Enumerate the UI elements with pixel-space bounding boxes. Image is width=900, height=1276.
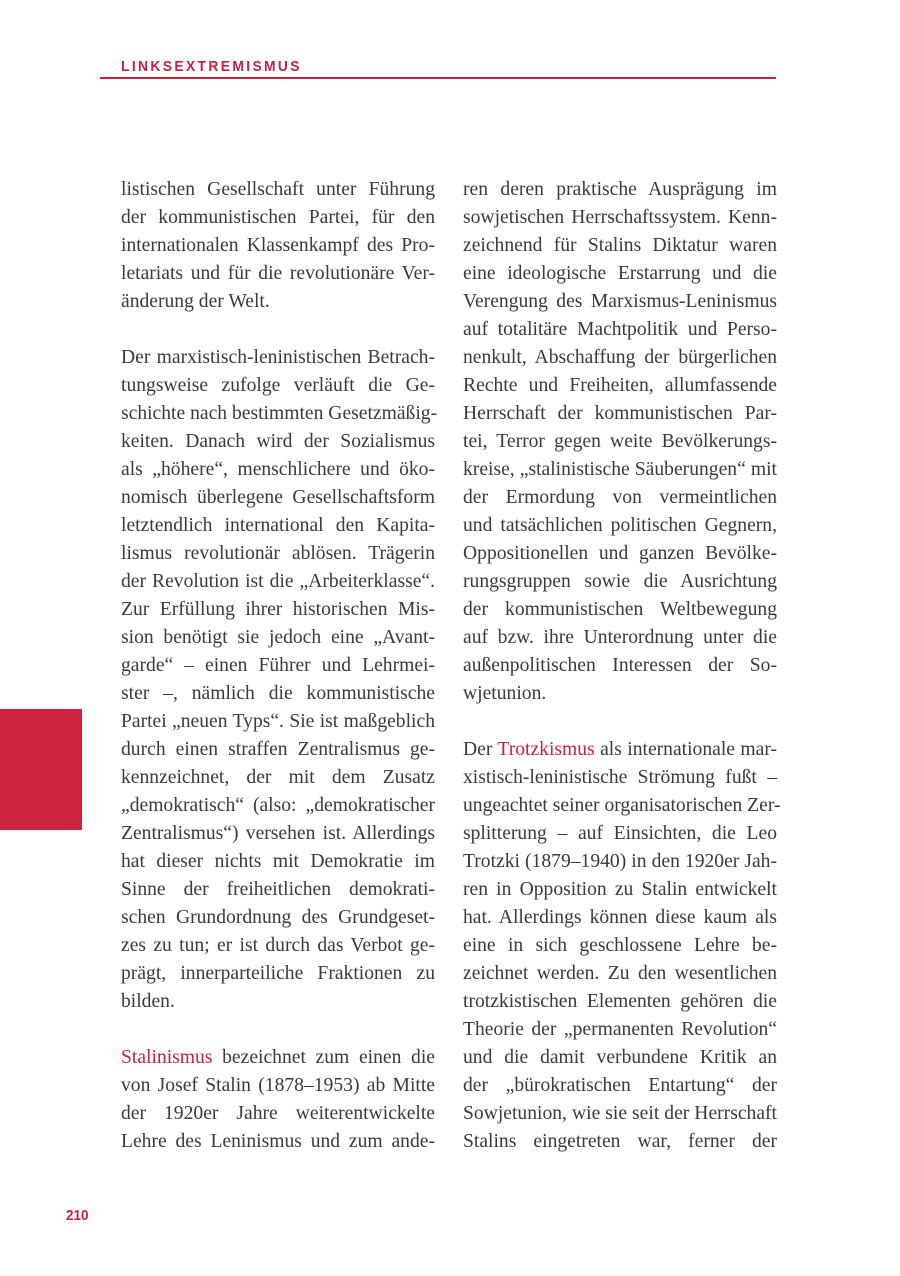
- text-line: xistisch-leninistische Strömung fußt –: [463, 767, 777, 788]
- text-line: hat dieser nichts mit Demokratie im: [121, 851, 435, 872]
- text-line: ren in Opposition zu Stalin entwickelt: [463, 879, 777, 900]
- text-line: Partei „neuen Typs“. Sie ist maßgeblich: [121, 711, 435, 732]
- text-line: von Josef Stalin (1878–1953) ab Mitte: [121, 1075, 435, 1096]
- page-number: 210: [66, 1207, 89, 1224]
- text-line: Zur Erfüllung ihrer historischen Mis-: [121, 599, 435, 620]
- text-line: Sinne der freiheitlichen demokrati-: [121, 879, 435, 900]
- text-line: sion benötigt sie jedoch eine „Avant-: [121, 627, 435, 648]
- text-line: [121, 1044, 435, 1072]
- text-line: nomisch überlegene Gesellschaftsform: [121, 487, 435, 508]
- text-line: letariats und für die revolutionäre Ver-: [121, 263, 435, 284]
- text-line: kennzeichnet, der mit dem Zusatz: [121, 767, 435, 788]
- text-line: und tatsächlichen politischen Gegnern,: [463, 515, 777, 536]
- text-fragment: bezeichnet zum einen die: [212, 1047, 435, 1068]
- text-fragment: Der: [463, 739, 498, 760]
- text-line: Theorie der „permanenten Revolution“: [463, 1019, 777, 1040]
- right-column: [463, 176, 781, 1184]
- keyword-stalinismus: Stalinismus: [121, 1047, 213, 1068]
- text-line: lismus revolutionär ablösen. Trägerin: [121, 543, 435, 564]
- text-line: keiten. Danach wird der Sozialismus: [121, 431, 435, 452]
- text-line: der Revolution ist die „Arbeiterklasse“.: [121, 571, 435, 592]
- paragraph-stalinismus: [121, 1044, 435, 1156]
- text-line: hat. Allerdings können diese kaum als: [463, 907, 777, 928]
- text-line: garde“ – einen Führer und Lehrmei-: [121, 655, 435, 676]
- text-line: rungsgruppen sowie die Ausrichtung: [463, 571, 777, 592]
- keyword-trotzkismus: Trotzkismus: [497, 739, 595, 760]
- text-line: durch einen straffen Zentralismus ge-: [121, 739, 435, 760]
- text-line: Herrschaft der kommunistischen Par-: [463, 403, 777, 424]
- text-line: listischen Gesellschaft unter Führung: [121, 179, 435, 200]
- paragraph-stalinismus-cont: [463, 176, 777, 708]
- text-line: schen Grundordnung des Grundgeset-: [121, 907, 435, 928]
- text-line: der kommunistischen Weltbewegung: [463, 599, 777, 620]
- text-line: als „höhere“, menschlichere und öko-: [121, 459, 435, 480]
- text-line: wjetunion.: [463, 683, 547, 704]
- text-line: tungsweise zufolge verläuft die Ge-: [121, 375, 435, 396]
- text-line: tei, Terror gegen weite Bevölkerungs-: [463, 431, 777, 452]
- text-line: ungeachtet seiner organisatorischen Zer-: [463, 795, 781, 816]
- text-line: zeichnet werden. Zu den wesentlichen: [463, 963, 777, 984]
- text-line: internationalen Klassenkampf des Pro-: [121, 235, 435, 256]
- running-head: LINKSEXTREMISMUS: [121, 58, 302, 75]
- text-line: [463, 736, 777, 764]
- text-line: Trotzki (1879–1940) in den 1920er Jah-: [463, 851, 777, 872]
- text-line: auf bzw. ihre Unterordnung unter die: [463, 627, 777, 648]
- chapter-side-tab: [0, 709, 82, 830]
- text-line: eine in sich geschlossene Lehre be-: [463, 935, 777, 956]
- text-line: der „bürokratischen Entartung“ der: [463, 1075, 777, 1096]
- text-line: der Ermordung von vermeintlichen: [463, 487, 777, 508]
- text-line: „demokratisch“ (also: „demokratischer: [121, 795, 435, 816]
- text-line: Zentralismus“) versehen ist. Allerdings: [121, 823, 435, 844]
- text-line: änderung der Welt.: [121, 291, 270, 312]
- text-line: Verengung des Marxismus-Leninismus: [463, 291, 777, 312]
- text-line: und die damit verbundene Kritik an: [463, 1047, 777, 1068]
- paragraph-1: [121, 176, 435, 316]
- text-line: eine ideologische Erstarrung und die: [463, 263, 777, 284]
- text-fragment: als internationale mar-: [594, 739, 777, 760]
- text-line: ren deren praktische Ausprägung im: [463, 179, 777, 200]
- text-line: splitterung – auf Einsichten, die Leo: [463, 823, 777, 844]
- text-line: letztendlich international den Kapita-: [121, 515, 435, 536]
- text-line: Rechte und Freiheiten, allumfassende: [463, 375, 777, 396]
- text-line: Der marxistisch-leninistischen Betrach-: [121, 347, 435, 368]
- text-line: kreise, „stalinistische Säuberungen“ mit: [463, 459, 777, 480]
- text-line: trotzkistischen Elementen gehören die: [463, 991, 777, 1012]
- text-line: Lehre des Leninismus und zum ande-: [121, 1131, 435, 1152]
- header-rule: [100, 77, 776, 79]
- text-line: Sowjetunion, wie sie seit der Herrschaft: [463, 1103, 777, 1124]
- text-line: auf totalitäre Machtpolitik und Perso-: [463, 319, 777, 340]
- paragraph-trotzkismus: [463, 736, 781, 1156]
- text-line: zes zu tun; er ist durch das Verbot ge-: [121, 935, 435, 956]
- text-line: der 1920er Jahre weiterentwickelte: [121, 1103, 435, 1124]
- text-line: nenkult, Abschaffung der bürgerlichen: [463, 347, 777, 368]
- text-line: zeichnend für Stalins Diktatur waren: [463, 235, 777, 256]
- text-line: Stalins eingetreten war, ferner der: [463, 1131, 777, 1152]
- text-line: sowjetischen Herrschaftssystem. Kenn-: [463, 207, 777, 228]
- text-line: prägt, innerparteiliche Fraktionen zu: [121, 963, 435, 984]
- text-line: Oppositionellen und ganzen Bevölke-: [463, 543, 777, 564]
- left-column: [121, 176, 438, 1184]
- text-line: schichte nach bestimmten Gesetzmäßig-: [121, 403, 438, 424]
- text-line: ster –, nämlich die kommunistische: [121, 683, 435, 704]
- paragraph-2: [121, 344, 438, 1016]
- text-line: der kommunistischen Partei, für den: [121, 207, 435, 228]
- text-line: außenpolitischen Interessen der So-: [463, 655, 777, 676]
- text-line: bilden.: [121, 991, 175, 1012]
